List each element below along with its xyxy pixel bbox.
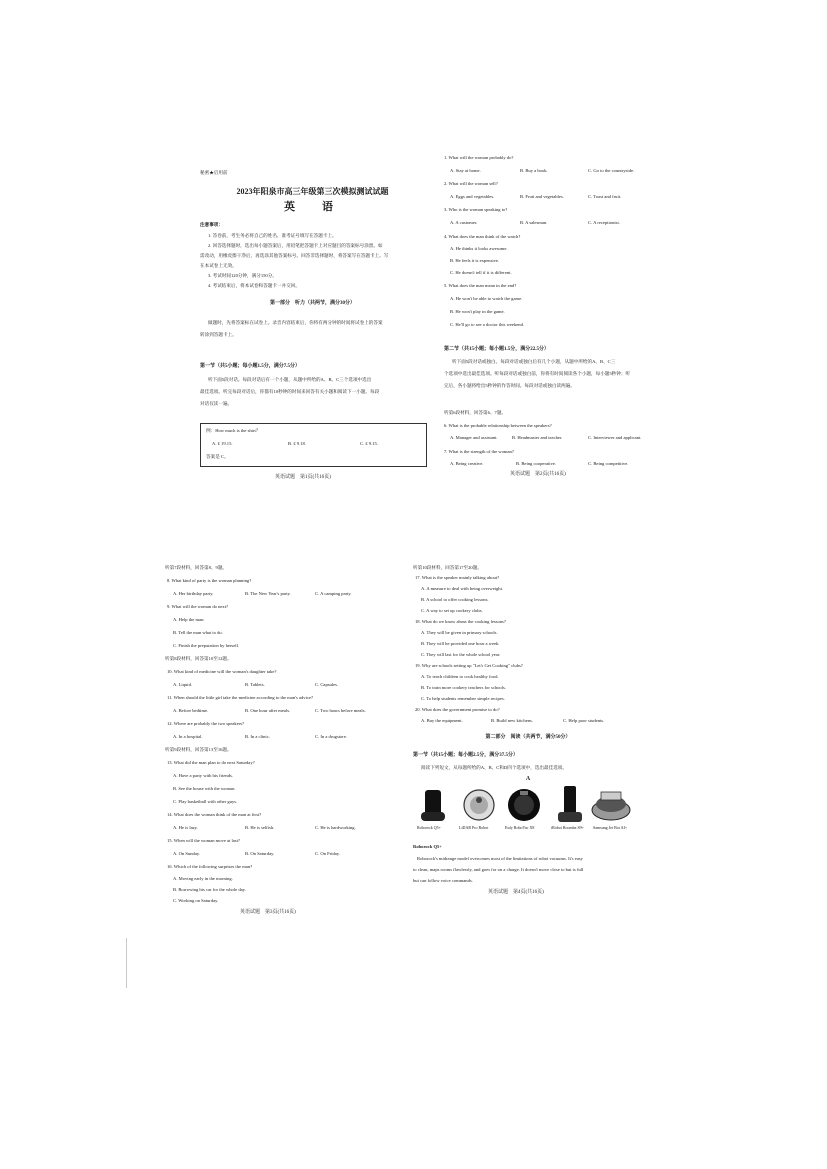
q9-option-a: A. Help the man. (173, 617, 205, 622)
question-17: 17. What is the speaker mainly talking about? (415, 575, 500, 580)
q6-option-c: C. Interviewer and applicant. (588, 435, 642, 440)
q2-option-c: C. Toast and fruit. (588, 194, 622, 199)
robot-caption-2: LiDAR Pro Robot (459, 825, 489, 830)
q15-option-b: B. On Saturday. (245, 851, 275, 856)
passage-subtitle: Roborock Q5+ (413, 844, 442, 849)
q5-option-c: C. He'll go to see a doctor this weekend. (450, 322, 525, 327)
q3-option-c: C. A receptionist. (588, 220, 620, 225)
q19-option-c: C. To help students remember simple recipes. (421, 696, 505, 701)
q19-option-a: A. To teach children to cook healthy food. (421, 674, 499, 679)
note-line: 在本试卷上无效。 (200, 263, 237, 268)
part1-heading: 第一部分 听力（共两节，满分30分） (269, 301, 355, 306)
q15-option-a: A. On Sunday. (173, 851, 201, 856)
example-option-c: C. £ 9.15. (360, 441, 378, 446)
q8-option-c: C. A camping party. (315, 591, 352, 596)
q4-option-a: A. He thinks it looks awesome. (450, 246, 508, 251)
robot-image-5 (591, 788, 631, 822)
exam-title: 2023年阳泉市高三年级第三次模拟测试试题 (236, 187, 389, 196)
sec1-heading: 第一节（共5小题；每小题1.5分，满分7.5分） (200, 364, 301, 369)
question-1: 1. What will the woman probably do? (444, 155, 514, 160)
q12-option-c: C. In a drugstore. (315, 734, 348, 739)
q13-option-a: A. Have a party with his friends. (173, 773, 233, 778)
question-10: 10. What kind of medicine will the woman's daughter take? (167, 669, 277, 674)
question-3: 3. Who is the woman speaking to? (444, 207, 508, 212)
example-option-a: A. £ 19.15. (212, 441, 233, 446)
passage-6-label: 听第6段材料，回答第6、7题。 (444, 410, 507, 415)
q19-option-b: B. To train more cookery teachers for schools. (421, 685, 506, 690)
page-footer: 英语试题 第3页(共16页) (240, 910, 296, 915)
subject-title: 英 语 (284, 201, 341, 213)
robot-caption-1: Roborock Q5+ (417, 825, 441, 830)
q17-option-c: C. A way to set up cookery clubs. (421, 608, 483, 613)
question-20: 20. What does the government promise to do? (415, 707, 500, 712)
q8-option-a: A. Her birthday party. (173, 591, 214, 596)
note-line: 2. 回答选择题时，选出每小题答案后，用铅笔把答题卡上对应题目的答案标号涂黑。如 (208, 243, 383, 248)
note-line: 1. 答卷前，考生务必将自己的姓名、准考证号填写在答题卡上。 (208, 233, 337, 238)
q18-option-b: B. They will be provided one hour a week. (421, 641, 500, 646)
part2-heading: 第二部分 阅读（共两节，满分50分） (485, 735, 571, 740)
example-option-b: B. £ 9.18. (288, 441, 306, 446)
question-19: 19. Why are schools setting up "Let's Get Cooking" clubs? (415, 663, 523, 668)
note-line: 4. 考试结束后，将本试卷和答题卡一并交回。 (208, 283, 300, 288)
q20-option-c: C. Help poor students. (563, 718, 605, 723)
robot-image-2 (463, 788, 495, 822)
q13-option-b: B. See the house with the woman. (173, 786, 236, 791)
q14-option-c: C. He is hardworking. (315, 825, 356, 830)
scan-edge-line (126, 938, 127, 988)
q20-option-b: B. Build new kitchens. (491, 718, 533, 723)
question-15: 15. When will the woman move at last? (167, 838, 240, 843)
q10-option-c: C. Capsules. (315, 682, 339, 687)
q18-option-a: A. They will be given in primary schools. (421, 630, 498, 635)
q4-option-c: C. He doesn't tell if it is different. (450, 270, 512, 275)
q7-option-b: B. Being cooperative. (516, 461, 557, 466)
q17-option-b: B. A school to offer cooking lessons. (421, 597, 489, 602)
robot-image-1 (421, 788, 445, 822)
passage-body-line: Roborock's midrange model overcomes most of the limitations of robot vacuums. It's easy (417, 856, 583, 861)
q3-option-a: A. A customer. (450, 220, 478, 225)
q11-option-a: A. Before bedtime. (173, 708, 209, 713)
question-2: 2. What will the woman sell? (444, 181, 498, 186)
secret-mark: 秘密★启用前 (200, 170, 228, 175)
q11-option-c: C. Two hours before meals. (315, 708, 366, 713)
q3-option-b: B. A salesman. (520, 220, 548, 225)
q14-option-b: B. He is selfish. (245, 825, 275, 830)
q20-option-a: A. Buy the equipment. (421, 718, 463, 723)
passage-10-label: 听第10段材料，回答第17至20题。 (413, 565, 482, 570)
part1-intro: 转涂到答题卡上。 (200, 332, 237, 337)
question-7: 7. What is the strength of the woman? (444, 449, 514, 454)
q10-option-b: B. Tablets. (245, 682, 265, 687)
passage-7-label: 听第7段材料，回答第8、9题。 (165, 565, 228, 570)
sec2-intro: 完后，各小题将给出5秒钟的作答时间。每段对话或独白读两遍。 (444, 383, 575, 388)
q14-option-a: A. He is lazy. (173, 825, 198, 830)
page-4 (413, 560, 643, 900)
question-8: 8. What kind of party is the woman planning? (167, 578, 252, 583)
robot-caption-5: Samsung Jet Bot AI+ (593, 825, 628, 830)
q6-option-a: A. Manager and assistant. (450, 435, 498, 440)
question-9: 9. What will the woman do next? (167, 604, 229, 609)
question-6: 6. What is the probable relationship between the speakers? (444, 423, 552, 428)
q17-option-a: A. A measure to deal with being overweight. (421, 586, 504, 591)
example-question: 例：How much is the shirt？ (206, 428, 261, 433)
q9-option-c: C. Finish the preparation by herself. (173, 643, 240, 648)
q12-option-b: B. In a clinic. (245, 734, 270, 739)
page-footer: 英语试题 第1页(共16页) (275, 475, 331, 480)
notes-title: 注意事项： (200, 222, 223, 227)
part1-intro: 做题时，先将答案标在试卷上。录音内容结束后，你将有两分钟的时间将试卷上的答案 (208, 320, 383, 325)
example-answer: 答案是 C。 (206, 454, 229, 459)
sec2-intro: 听下面5段对话或独白。每段对话或独白后有几个小题，从题中所给的A、B、C三 (452, 359, 616, 364)
question-4: 4. What does the man think of the watch? (444, 234, 521, 239)
q10-option-a: A. Liquid. (173, 682, 193, 687)
q4-option-b: B. He feels it is expensive. (450, 258, 500, 263)
page-3 (165, 560, 395, 915)
sec1-intro: 最佳选项。听完每段对话后，你都有10秒钟的时间来回答有关小题和阅读下一小题。每段 (200, 389, 380, 394)
q7-option-a: A. Being creative. (450, 461, 484, 466)
q7-option-c: C. Being competitive. (588, 461, 629, 466)
question-14: 14. What does the woman think of the man at first? (167, 812, 262, 817)
q1-option-a: A. Stay at home. (450, 168, 481, 173)
q16-option-c: C. Working on Saturday. (173, 898, 219, 903)
passage-letter: A (525, 776, 531, 782)
question-18: 18. What do we know about the cooking lessons? (415, 619, 506, 624)
q1-option-b: B. Buy a book. (520, 168, 548, 173)
q2-option-a: A. Eggs and vegetables. (450, 194, 495, 199)
robot-caption-3: Eufy RoboVac X8 (505, 825, 535, 830)
sec2-heading: 第二节（共15小题；每小题1.5分，满分22.5分） (444, 347, 550, 352)
page-1 (200, 160, 425, 490)
question-5: 5. What does the man mean in the end? (444, 283, 517, 288)
sec2-intro: 个选项中选出最佳选项。听每段对话或独白前，你将有时间阅读各个小题，每小题5秒钟；听 (444, 371, 631, 376)
page-2 (440, 150, 670, 480)
q8-option-b: B. The New Year's party. (245, 591, 291, 596)
passage-body-line: to clean, maps rooms flawlessly, and goes for on a charge. It doesn't move close to but is full (413, 867, 584, 872)
q18-option-c: C. They will last for the whole school year. (421, 652, 501, 657)
q16-option-a: A. Moving early in the morning. (173, 876, 233, 881)
q12-option-a: A. In a hospital. (173, 734, 203, 739)
reading-sec1-intro: 阅读下列短文，从每题所给的A、B、C和D四个选项中，选出最佳选项。 (421, 765, 567, 770)
robot-caption-4: iRobot Roomba S9+ (551, 825, 584, 830)
q1-option-c: C. Go to the countryside. (588, 168, 635, 173)
question-11: 11. When should the little girl take the medicine according to the man's advice? (167, 695, 313, 700)
robot-image-3 (507, 787, 541, 823)
sec1-intro: 听下面5段对话。每段对话后有一个小题，从题中所给的A、B、C三个选项中选出 (208, 377, 372, 382)
q2-option-b: B. Fruit and vegetables. (520, 194, 564, 199)
sec1-intro: 对话仅读一遍。 (200, 401, 233, 406)
q11-option-b: B. One hour after meals. (245, 708, 291, 713)
passage-8-label: 听第8段材料，回答第10至12题。 (165, 656, 232, 661)
q5-option-b: B. He won't play in the game. (450, 309, 505, 314)
note-line: 3. 考试时间120分钟，满分150分。 (208, 273, 277, 278)
question-13: 13. What did the man plan to do next Saturday? (167, 760, 255, 765)
page-footer: 英语试题 第2页(共16页) (510, 472, 566, 477)
q6-option-b: B. Headmaster and teacher. (512, 435, 563, 440)
q15-option-c: C. On Friday. (315, 851, 340, 856)
q9-option-b: B. Tell the man what to do. (173, 630, 223, 635)
q13-option-c: C. Play basketball with other guys. (173, 799, 238, 804)
passage-9-label: 听第9段材料，回答第13至16题。 (165, 747, 232, 752)
reading-sec1-heading: 第一节（共15小题；每小题2.5分，满分37.5分） (413, 753, 519, 758)
note-line: 需改动，用橡皮擦干净后，再选涂其他答案标号。回答非选择题时，将答案写在答题卡上。写 (200, 253, 389, 258)
question-16: 16. Which of the following surprises the man? (167, 864, 253, 869)
passage-body-line: but can follow voice commands. (413, 878, 473, 883)
q5-option-a: A. He won't be able to watch the game. (450, 296, 523, 301)
question-12: 12. Where are probably the two speakers? (167, 721, 245, 726)
q16-option-b: B. Borrowing his car for the whole day. (173, 887, 246, 892)
robot-image-4 (558, 786, 582, 822)
page-footer: 英语试题 第4页(共16页) (488, 890, 544, 895)
